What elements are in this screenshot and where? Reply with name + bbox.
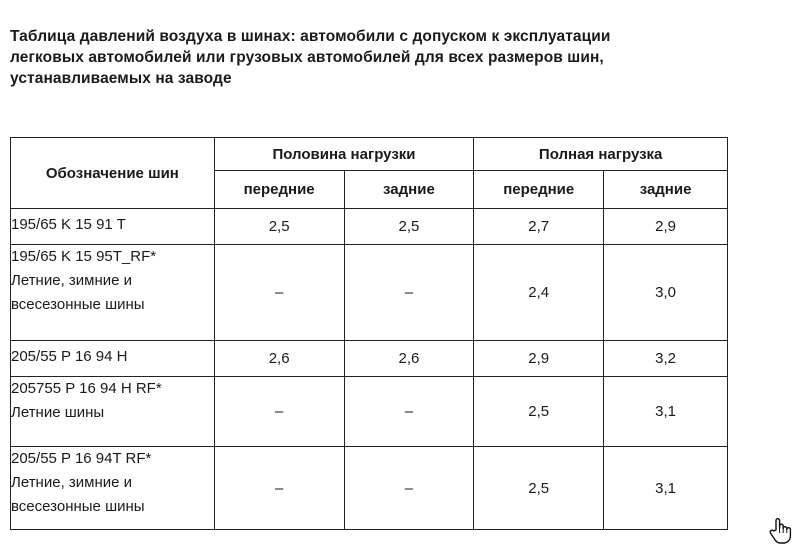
tire-note: Летние шины — [11, 404, 105, 421]
hand-pointer-icon — [768, 516, 794, 544]
half-front-value: – — [214, 447, 344, 530]
tire-pressure-table — [10, 137, 728, 530]
document-title — [10, 26, 750, 89]
full-front-value: 2,9 — [474, 341, 604, 377]
half-front-value: 2,5 — [214, 209, 344, 245]
full-rear-value: 3,1 — [604, 447, 728, 530]
tire-designation-header: Обозначение шин — [11, 138, 215, 209]
table-row — [11, 245, 728, 341]
tire-size: 205755 P 16 94 H RF* — [11, 380, 162, 397]
full-rear-value: 3,2 — [604, 341, 728, 377]
tire-note: всесезонные шины — [11, 296, 145, 313]
tire-cell — [11, 209, 215, 245]
half-rear-value: – — [344, 377, 474, 447]
tire-cell — [11, 377, 215, 447]
full-rear-value: 3,0 — [604, 245, 728, 341]
full-load-header: Полная нагрузка — [474, 138, 728, 171]
tire-cell — [11, 245, 215, 341]
tire-size: 205/55 P 16 94 H — [11, 348, 128, 365]
half-rear-header: задние — [344, 171, 474, 209]
half-rear-value: 2,5 — [344, 209, 474, 245]
tire-note: Летние, зимние и — [11, 474, 133, 491]
tire-cell — [11, 447, 215, 530]
half-front-value: – — [214, 377, 344, 447]
tire-note: Летние, зимние и — [11, 272, 133, 289]
tire-note: всесезонные шины — [11, 498, 145, 515]
half-rear-value: – — [344, 245, 474, 341]
tire-size: 205/55 P 16 94T RF* — [11, 450, 152, 467]
title-line: устанавливаемых на заводе — [10, 70, 232, 87]
full-front-header: передние — [474, 171, 604, 209]
tire-cell — [11, 341, 215, 377]
table-row — [11, 377, 728, 447]
half-front-value: 2,6 — [214, 341, 344, 377]
full-rear-value: 2,9 — [604, 209, 728, 245]
full-front-value: 2,5 — [474, 447, 604, 530]
table-row — [11, 447, 728, 530]
tire-size: 195/65 K 15 91 T — [11, 216, 126, 233]
title-line: Таблица давлений воздуха в шинах: автомобили с допуском к эксплуатации — [10, 28, 611, 45]
table-row — [11, 341, 728, 377]
half-front-header: передние — [214, 171, 344, 209]
tire-size: 195/65 K 15 95T_RF* — [11, 248, 157, 265]
half-rear-value: 2,6 — [344, 341, 474, 377]
full-front-value: 2,7 — [474, 209, 604, 245]
full-rear-value: 3,1 — [604, 377, 728, 447]
half-rear-value: – — [344, 447, 474, 530]
half-front-value: – — [214, 245, 344, 341]
table-row — [11, 209, 728, 245]
full-front-value: 2,4 — [474, 245, 604, 341]
full-front-value: 2,5 — [474, 377, 604, 447]
full-rear-header: задние — [604, 171, 728, 209]
half-load-header: Половина нагрузки — [214, 138, 474, 171]
title-line: легковых автомобилей или грузовых автомобилей для всех размеров шин, — [10, 49, 604, 66]
